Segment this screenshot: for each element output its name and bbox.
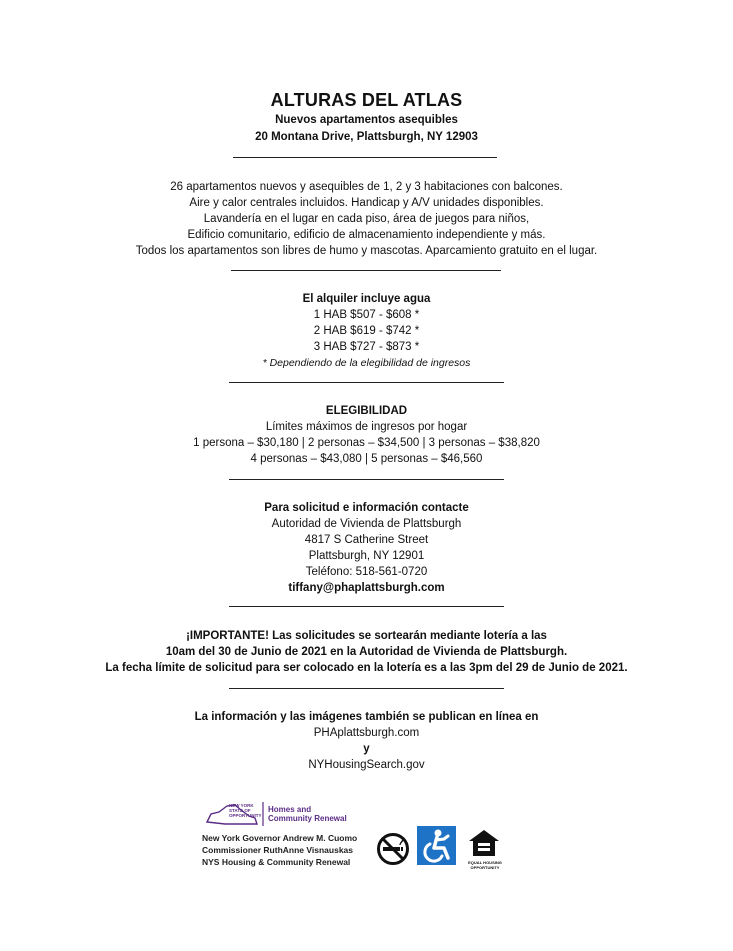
eligibility-subheading: Límites máximos de ingresos por hogar [265, 421, 468, 433]
government-credits [202, 832, 357, 868]
description-line: Aire y calor centrales incluidos. Handicap y A/V unidades disponibles. [189, 197, 544, 209]
contact-city: Plattsburgh, NY 12901 [308, 550, 425, 562]
rent-heading: El alquiler incluye agua [302, 293, 431, 305]
rent-item: 3 HAB $727 - $873 * [313, 341, 420, 353]
online-site: PHAplattsburgh.com [313, 727, 420, 739]
logo-state-text: NEW YORK STATE OF OPPORTUNITY [229, 803, 262, 818]
address: 20 Montana Drive, Plattsburgh, NY 12903 [255, 131, 478, 143]
eligibility-heading: ELEGIBILIDAD [325, 405, 408, 417]
equal-housing-label: EQUAL HOUSING OPPORTUNITY [468, 860, 502, 870]
subtitle: Nuevos apartamentos asequibles [275, 114, 458, 126]
income-limits-row: 4 personas – $43,080 | 5 personas – $46,560 [250, 453, 483, 465]
online-section [0, 709, 733, 773]
divider [229, 606, 504, 607]
online-heading: La información y las imágenes también se publican en línea en [194, 711, 539, 723]
rent-section [0, 291, 733, 371]
income-limits-row: 1 persona – $30,180 | 2 personas – $34,500 | 3 personas – $38,820 [193, 437, 540, 449]
agency-line: NYS Housing & Community Renewal [202, 857, 351, 867]
contact-email: tiffany@phaplattsburgh.com [288, 582, 445, 594]
rent-item: 1 HAB $507 - $608 * [313, 309, 420, 321]
description-line: Lavandería en el lugar en cada piso, área de juegos para niños, [203, 213, 530, 225]
divider [229, 382, 504, 383]
important-line: La fecha límite de solicitud para ser colocado en la lotería es a las 3pm del 29 de Junio de 2021. [105, 662, 628, 674]
description-line: Todos los apartamentos son libres de humo y mascotas. Aparcamiento gratuito en el lugar. [135, 245, 598, 257]
contact-street: 4817 S Catherine Street [304, 534, 429, 546]
commissioner-line: Commissioner RuthAnne Visnauskas [202, 845, 353, 855]
governor-line: New York Governor Andrew M. Cuomo [202, 833, 358, 843]
hcr-logo [205, 800, 365, 833]
contact-heading: Para solicitud e información contacte [264, 502, 469, 514]
description [0, 179, 733, 259]
page-title: ALTURAS DEL ATLAS [270, 90, 463, 110]
rent-note: * Dependiendo de la elegibilidad de ingresos [262, 357, 471, 369]
important-notice [0, 628, 733, 676]
description-line: Edificio comunitario, edificio de almacenamiento independiente y más. [187, 229, 546, 241]
divider [233, 157, 497, 158]
divider [229, 688, 504, 689]
description-line: 26 apartamentos nuevos y asequibles de 1, 2 y 3 habitaciones con balcones. [170, 181, 563, 193]
important-line: ¡IMPORTANTE! Las solicitudes se sortearán mediante lotería a las [186, 630, 547, 642]
online-site: NYHousingSearch.gov [308, 759, 425, 771]
eligibility-section [0, 403, 733, 467]
important-line: 10am del 30 de Junio de 2021 en la Autoridad de Vivienda de Plattsburgh. [165, 646, 568, 658]
online-and: y [363, 743, 370, 755]
accessibility-icon [417, 826, 456, 865]
divider [231, 270, 501, 271]
no-smoking-icon [376, 832, 410, 866]
rent-item: 2 HAB $619 - $742 * [313, 325, 420, 337]
equal-housing-icon [467, 828, 501, 860]
contact-section [0, 500, 733, 596]
contact-org: Autoridad de Vivienda de Plattsburgh [271, 518, 462, 530]
contact-phone: Teléfono: 518-561-0720 [305, 566, 428, 578]
logo-agency-text: Homes and Community Renewal [268, 805, 347, 823]
divider [229, 479, 504, 480]
